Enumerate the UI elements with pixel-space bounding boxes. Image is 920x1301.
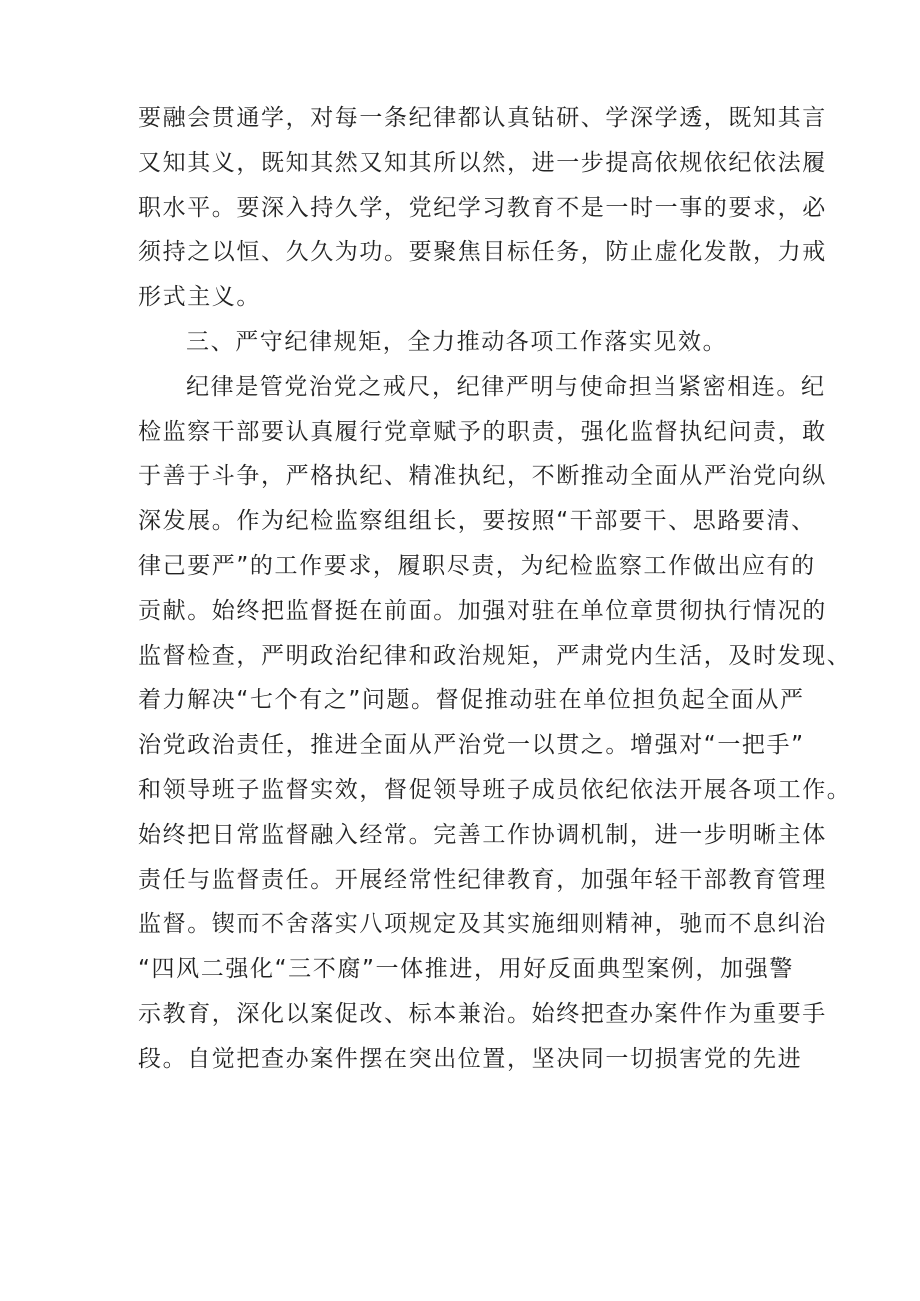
text-line: 又知其义，既知其然又知其所以然，进一步提高依规依纪依法履 <box>138 149 827 176</box>
text-line: 要融会贯通学，对每一条纪律都认真钻研、学深学透，既知其言 <box>138 105 827 131</box>
section-heading: 三、严守纪律规矩，全力推动各项工作落实见效。 <box>186 328 728 355</box>
text-line: 监督检查，严明政治纪律和政治规矩，严肃党内生活，及时发现、 <box>138 642 852 669</box>
text-line: 纪律是管党治党之戒尺，纪律严明与使命担当紧密相连。纪 <box>186 373 826 400</box>
text-line: 治党政治责任，推进全面从严治党一以贯之。增强对“一把手” <box>138 732 805 759</box>
text-line: 始终把日常监督融入经常。完善工作协调机制，进一步明晰主体 <box>138 821 827 848</box>
document-body <box>138 96 852 1082</box>
text-line: 着力解决“七个有之”问题。督促推动驻在单位担负起全面从严 <box>138 687 805 714</box>
text-line: 示教育，深化以案促改、标本兼治。始终把查办案件作为重要手 <box>138 1000 827 1027</box>
text-line: “四风二强化“三不腐”一体推进，用好反面典型案例，加强警 <box>138 956 794 983</box>
text-line: 检监察干部要认真履行党章赋予的职责，强化监督执纪问责，敢 <box>138 418 827 445</box>
text-line: 须持之以恒、久久为功。要聚焦目标任务，防止虚化发散，力戒 <box>138 239 827 266</box>
text-line: 段。自觉把查办案件摆在突出位置，坚决同一切损害党的先进 <box>138 1045 803 1072</box>
text-line: 责任与监督责任。开展经常性纪律教育，加强年轻干部教育管理 <box>138 866 827 893</box>
text-line: 职水平。要深入持久学，党纪学习教育不是一时一事的要求，必 <box>138 194 827 221</box>
text-line: 贡献。始终把监督挺在前面。加强对驻在单位章贯彻执行情况的 <box>138 597 827 624</box>
text-line: 和领导班子监督实效，督促领导班子成员依纪依法开展各项工作。 <box>138 776 852 803</box>
text-line: 形式主义。 <box>138 284 261 311</box>
text-line: 于善于斗争，严格执纪、精准执纪，不断推动全面从严治党向纵 <box>138 463 827 490</box>
text-line: 律己要严”的工作要求，履职尽责，为纪检监察工作做出应有的 <box>138 552 816 579</box>
text-line: 深发展。作为纪检监察组组长，要按照“干部要干、思路要清、 <box>138 508 816 535</box>
text-line: 监督。锲而不舍落实八项规定及其实施细则精神，驰而不息纠治 <box>138 911 827 938</box>
